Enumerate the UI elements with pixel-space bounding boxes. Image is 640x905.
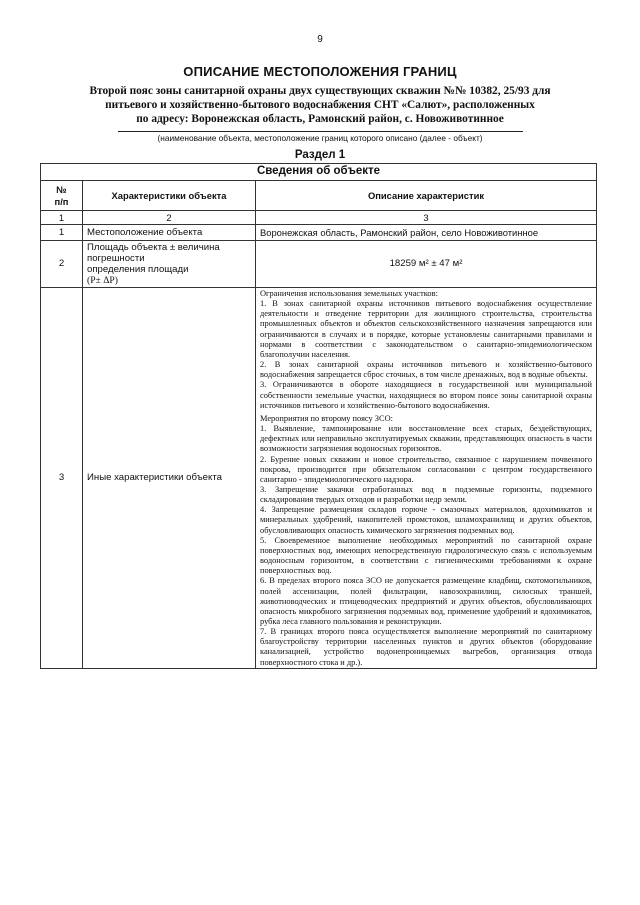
description-paragraph: 5. Своевременное выполнение необходимых мероприятий по санитарной охране поверхностных вод, имеющих непосредственную гидрологическую связь с используемым водоносным горизонтом, в соответствии с гигиеническими требованиями к охране поверхностных вод. xyxy=(260,535,593,576)
description-paragraph: 3. Ограничиваются в обороте находящиеся в государственной или муниципальной собственности земельные участки, находящиеся во втором поясе зоны санитарной охраны источников питьевого и хозяйственно-бытового водоснабжения. xyxy=(260,380,593,410)
description-paragraph: 2. В зонах санитарной охраны источников питьевого и хозяйственно-бытового водоснабжения запрещается сброс сточных, в том числе дренажных, вод в водные объекты. xyxy=(260,360,593,380)
table-row xyxy=(41,241,597,288)
table-heading: Сведения об объекте xyxy=(41,164,597,181)
row-characteristic: Местоположение объекта xyxy=(83,225,256,241)
row-value: Воронежская область, Рамонский район, село Новоживотинное xyxy=(256,225,597,241)
index-cell: 3 xyxy=(256,211,597,225)
header-description: Описание характеристик xyxy=(256,181,597,211)
table-heading-row xyxy=(41,164,597,181)
object-caption: (наименование объекта, местоположение границ которого описано (далее - объект) xyxy=(157,133,483,143)
description-paragraph: 1. Выявление, тампонирование или восстановление всех старых, бездействующих, дефектных или неправильно эксплуатируемых скважин, представляющих опасность в части возможности загрязнения водоносных горизонтов. xyxy=(260,424,593,454)
title-underline xyxy=(118,131,523,132)
row-description xyxy=(256,288,597,669)
subtitle-line: по адресу: Воронежская область, Рамонский район, с. Новоживотинное xyxy=(136,113,504,125)
document-subtitle xyxy=(40,84,600,126)
table-row xyxy=(41,225,597,241)
description-paragraph: Ограничения использования земельных участков: xyxy=(260,289,438,298)
row-characteristic: Иные характеристики объекта xyxy=(83,288,256,669)
description-paragraph: 6. В пределах второго пояса ЗСО не допускается размещение кладбищ, скотомогильников, полей ассенизации, полей фильтрации, навозохранилищ, силосных траншей, животноводческих и птицеводческих предприятий и других объектов, обусловливающих опасность микробного загрязнения подземных вод, применение удобрений и ядохимикатов, рубка леса главного пользования и реконструкции. xyxy=(260,576,593,626)
subtitle-line: питьевого и хозяйственно-бытового водоснабжения СНТ «Салют», расположенных xyxy=(105,99,535,111)
row-number: 2 xyxy=(41,241,83,288)
characteristic-line: (Р± ΔР) xyxy=(87,275,118,286)
table-index-row xyxy=(41,211,597,225)
characteristic-line: Площадь объекта ± величина xyxy=(87,242,220,253)
header-characteristic: Характеристики объекта xyxy=(83,181,256,211)
page-number: 9 xyxy=(317,34,323,45)
object-info-table xyxy=(40,163,597,669)
characteristic-line: погрешности xyxy=(87,253,145,264)
description-paragraph: 1. В зонах санитарной охраны источников питьевого водоснабжения осуществление деятельности и отведение территории для жилищного строительства, строительства промышленных объектов и объектов сельскохозяйственного назначения запрещаются или ограничиваются в случаях и в порядке, которые установлены санитарными правилами и нормами в соответствии с законодательством о санитарно-эпидемиологическом благополучии населения. xyxy=(260,299,593,359)
document-title: ОПИСАНИЕ МЕСТОПОЛОЖЕНИЯ ГРАНИЦ xyxy=(183,64,457,79)
description-paragraph: 2. Бурение новых скважин и новое строительство, связанное с нарушением почвенного покрова, производится при обязательном согласовании с центром государственного санитарно - эпидемиологического надзора. xyxy=(260,454,593,484)
index-cell: 2 xyxy=(83,211,256,225)
row-characteristic xyxy=(83,241,256,288)
description-paragraph: 3. Запрещение закачки отработанных вод в подземные горизонты, подземного складирования твердых отходов и разработки недр земли. xyxy=(260,484,593,505)
description-paragraph: 7. В границах второго пояса осуществляется выполнение мероприятий по санитарному благоустройству территории населенных пунктов и других объектов (оборудование канализацией, устройство водонепроницаемых выгребов, организация отвода поверхностного стока и др.). xyxy=(260,627,593,667)
header-number: № п/п xyxy=(41,181,83,211)
index-cell: 1 xyxy=(41,211,83,225)
table-row xyxy=(41,288,597,669)
characteristic-line: определения площади xyxy=(87,264,189,275)
description-subheading: Мероприятия по второму поясу ЗСО: xyxy=(260,413,393,423)
section-title: Раздел 1 xyxy=(294,149,346,161)
row-number: 3 xyxy=(41,288,83,669)
subtitle-line: Второй пояс зоны санитарной охраны двух существующих скважин №№ 10382, 25/93 для xyxy=(89,85,551,97)
row-value: 18259 м² ± 47 м² xyxy=(256,241,597,288)
table-header-row xyxy=(41,181,597,211)
row-number: 1 xyxy=(41,225,83,241)
description-paragraph: 4. Запрещение размещения складов горюче - смазочных материалов, ядохимикатов и минеральных удобрений, накопителей промстоков, шламохранилищ и других объектов, обусловливающих опасность химического загрязнения подземных вод. xyxy=(260,505,593,535)
